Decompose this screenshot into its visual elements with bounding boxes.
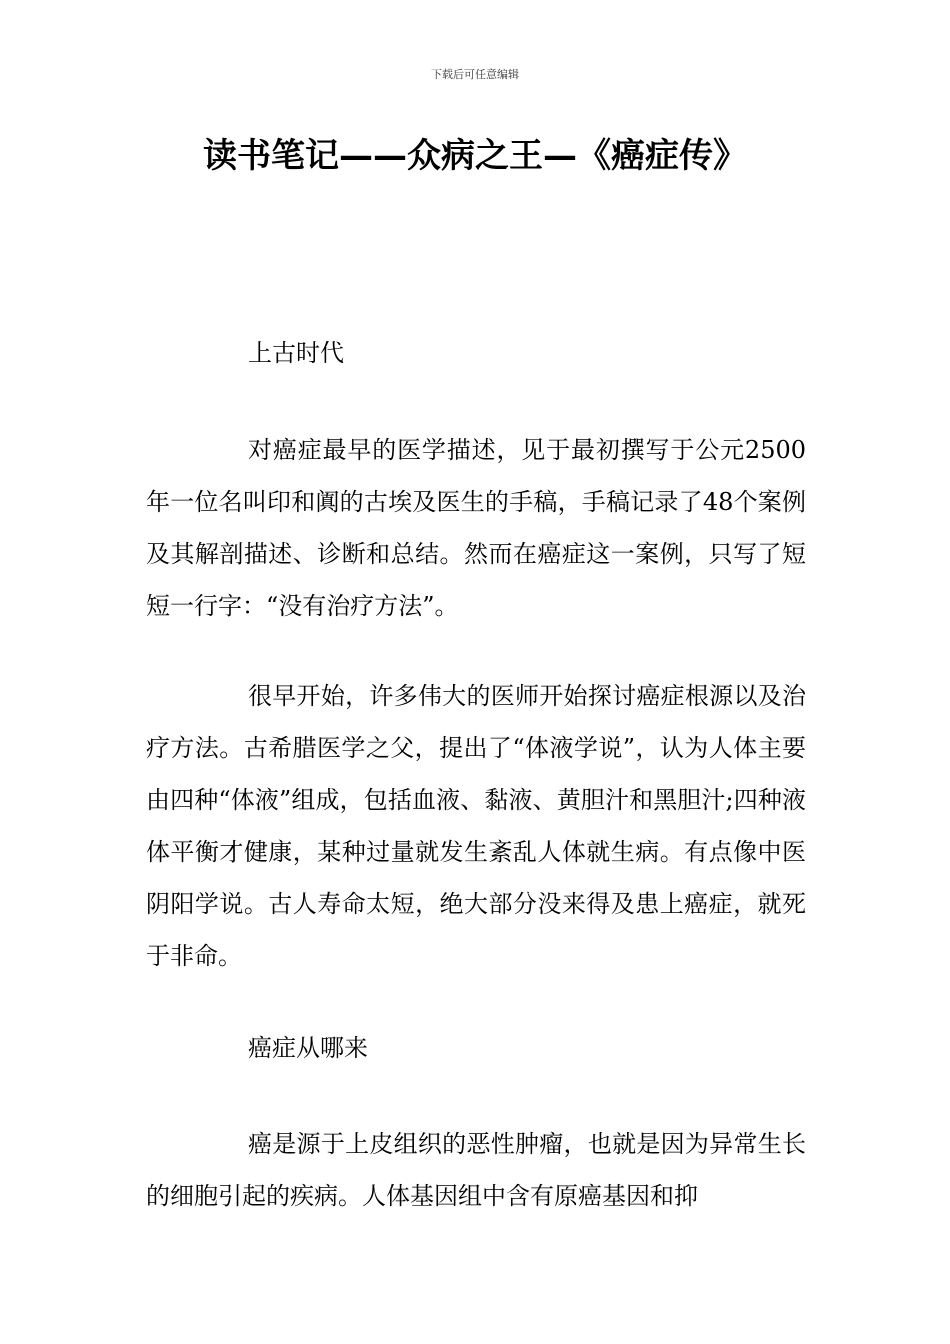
header-note: 下载后可任意编辑 bbox=[431, 68, 519, 81]
paragraph-humoral-theory: 很早开始，许多伟大的医师开始探讨癌症根源以及治疗方法。古希腊医学之父，提出了“体液学说”，认为人体主要由四种“体液”组成，包括血液、黏液、黄胆汁和黑胆汁;四种液体平衡才健康，某种过量就发生紊乱人体就生病。有点像中医阴阳学说。古人寿命太短，绝大部分没来得及患上癌症，就死于非命。 bbox=[146, 682, 806, 970]
document-title: 读书笔记——众病之王—《癌症传》 bbox=[203, 136, 747, 176]
paragraph-earliest-description: 对癌症最早的医学描述，见于最初撰写于公元2500年一位名叫印和阗的古埃及医生的手稿，手稿记录了48个案例及其解剖描述、诊断和总结。然而在癌症这一案例，只写了短短一行字：“没有治疗方法”。 bbox=[146, 436, 806, 620]
paragraph-cancer-definition: 癌是源于上皮组织的恶性肿瘤，也就是因为异常生长的细胞引起的疾病。人体基因组中含有原癌基因和抑 bbox=[146, 1130, 806, 1210]
section-heading-origin-of-cancer: 癌症从哪来 bbox=[248, 1034, 368, 1062]
section-heading-ancient-times: 上古时代 bbox=[248, 339, 344, 367]
